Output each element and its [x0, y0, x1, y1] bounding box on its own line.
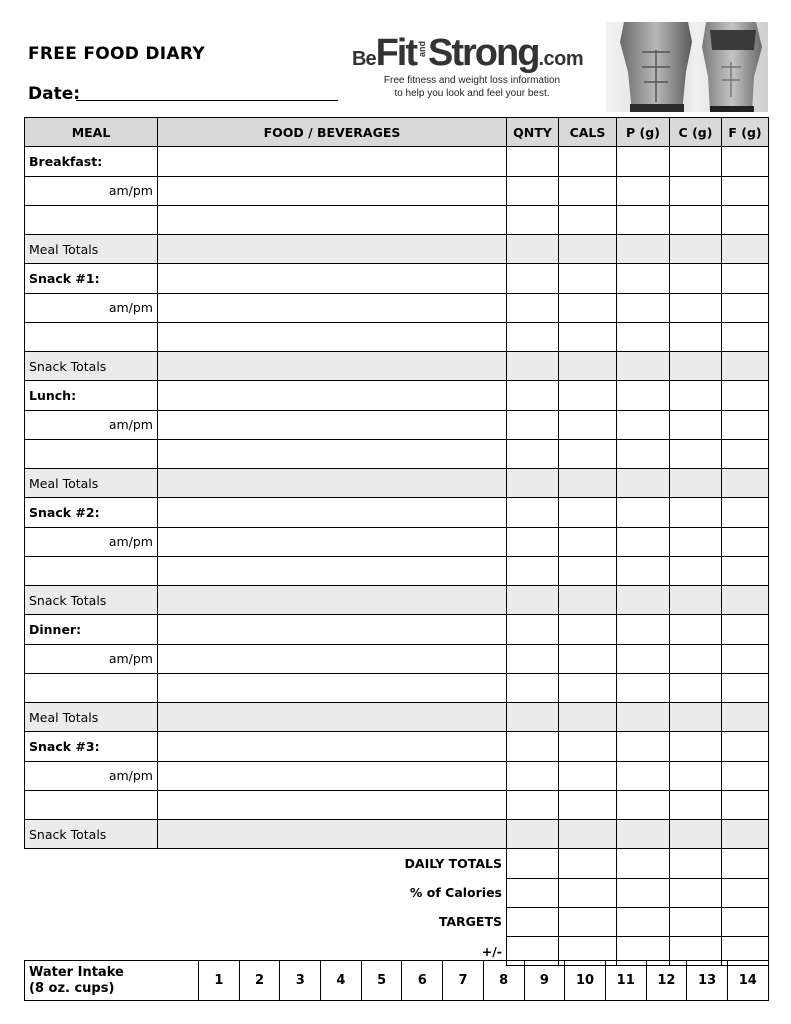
- meal-blank-cell[interactable]: [25, 673, 158, 702]
- col-header-meal: MEAL: [25, 118, 158, 147]
- food-cell[interactable]: [158, 410, 507, 439]
- fat-cell[interactable]: [722, 264, 769, 293]
- protein-cell[interactable]: [617, 352, 670, 381]
- protein-cell[interactable]: [617, 790, 670, 819]
- carbs-cell[interactable]: [670, 439, 722, 468]
- meal-entry-row: [25, 205, 769, 234]
- meal-totals-label: Snack Totals: [25, 352, 158, 381]
- protein-cell[interactable]: [617, 820, 670, 849]
- carbs-cell[interactable]: [670, 176, 722, 205]
- food-cell[interactable]: [158, 176, 507, 205]
- meal-entry-row: [25, 322, 769, 351]
- meal-title-row: [25, 264, 769, 293]
- summary-label: % of Calories: [409, 885, 502, 901]
- meal-title: Dinner:: [25, 615, 158, 644]
- water-cup-13[interactable]: 13: [687, 961, 728, 1001]
- summary-value-cell[interactable]: [722, 878, 769, 907]
- logo-and: and: [417, 40, 428, 57]
- fat-cell[interactable]: [722, 293, 769, 322]
- meal-entry-row: [25, 790, 769, 819]
- protein-cell[interactable]: [617, 293, 670, 322]
- meal-title: Snack #2:: [25, 498, 158, 527]
- water-cup-3[interactable]: 3: [280, 961, 321, 1001]
- water-cup-12[interactable]: 12: [646, 961, 687, 1001]
- logo-com: .com: [538, 48, 584, 70]
- meal-time-row: [25, 644, 769, 673]
- cals-cell[interactable]: [559, 498, 617, 527]
- water-intake-label-line1: Water Intake: [29, 964, 124, 980]
- fat-cell[interactable]: [722, 703, 769, 732]
- cals-cell[interactable]: [559, 469, 617, 498]
- protein-cell[interactable]: [617, 147, 670, 176]
- summary-value-cell[interactable]: [559, 849, 617, 878]
- meal-entry-row: [25, 439, 769, 468]
- protein-cell[interactable]: [617, 586, 670, 615]
- water-cup-1[interactable]: 1: [199, 961, 240, 1001]
- food-cell[interactable]: [158, 820, 507, 849]
- qnty-cell[interactable]: [507, 498, 559, 527]
- qnty-cell[interactable]: [507, 644, 559, 673]
- food-cell[interactable]: [158, 498, 507, 527]
- carbs-cell[interactable]: [670, 615, 722, 644]
- water-intake-row: [25, 961, 769, 1001]
- water-intake-label: [25, 961, 199, 1001]
- fat-cell[interactable]: [722, 586, 769, 615]
- qnty-cell[interactable]: [507, 527, 559, 556]
- fat-cell[interactable]: [722, 352, 769, 381]
- water-cup-6[interactable]: 6: [402, 961, 443, 1001]
- summary-value-cell[interactable]: [670, 907, 722, 936]
- water-cup-10[interactable]: 10: [565, 961, 606, 1001]
- col-header-food: FOOD / BEVERAGES: [158, 118, 507, 147]
- fat-cell[interactable]: [722, 761, 769, 790]
- fat-cell[interactable]: [722, 469, 769, 498]
- meal-totals-row: [25, 586, 769, 615]
- qnty-cell[interactable]: [507, 586, 559, 615]
- water-cup-7[interactable]: 7: [443, 961, 484, 1001]
- meal-blank-cell[interactable]: [25, 205, 158, 234]
- fat-cell[interactable]: [722, 527, 769, 556]
- meal-totals-label: Meal Totals: [25, 235, 158, 264]
- meal-time-field[interactable]: am/pm: [25, 527, 158, 556]
- water-cup-14[interactable]: 14: [727, 961, 768, 1001]
- meal-title: Breakfast:: [25, 147, 158, 176]
- brand-logo: [352, 32, 592, 102]
- cals-cell[interactable]: [559, 820, 617, 849]
- summary-value-cell[interactable]: [617, 907, 670, 936]
- cals-cell[interactable]: [559, 293, 617, 322]
- logo-wordmark: [352, 32, 583, 75]
- meal-time-field[interactable]: am/pm: [25, 761, 158, 790]
- cals-cell[interactable]: [559, 790, 617, 819]
- meal-totals-label: Meal Totals: [25, 703, 158, 732]
- col-header-protein: P (g): [617, 118, 670, 147]
- protein-cell[interactable]: [617, 469, 670, 498]
- water-cup-9[interactable]: 9: [524, 961, 565, 1001]
- cals-cell[interactable]: [559, 527, 617, 556]
- food-cell[interactable]: [158, 322, 507, 351]
- summary-value-cell[interactable]: [559, 878, 617, 907]
- col-header-carbs: C (g): [670, 118, 722, 147]
- protein-cell[interactable]: [617, 235, 670, 264]
- fat-cell[interactable]: [722, 235, 769, 264]
- meal-title-row: [25, 147, 769, 176]
- water-cup-11[interactable]: 11: [605, 961, 646, 1001]
- qnty-cell[interactable]: [507, 264, 559, 293]
- logo-be: Be: [352, 48, 376, 70]
- carbs-cell[interactable]: [670, 586, 722, 615]
- cals-cell[interactable]: [559, 264, 617, 293]
- meal-title-row: [25, 732, 769, 761]
- cals-cell[interactable]: [559, 381, 617, 410]
- summary-value-cell[interactable]: [507, 878, 559, 907]
- summary-value-cell[interactable]: [617, 849, 670, 878]
- summary-value-cell[interactable]: [507, 907, 559, 936]
- protein-cell[interactable]: [617, 732, 670, 761]
- fat-cell[interactable]: [722, 410, 769, 439]
- meal-time-row: [25, 293, 769, 322]
- logo-tagline-line1: Free fitness and weight loss information: [383, 75, 561, 86]
- qnty-cell[interactable]: [507, 615, 559, 644]
- carbs-cell[interactable]: [670, 147, 722, 176]
- qnty-cell[interactable]: [507, 439, 559, 468]
- qnty-cell[interactable]: [507, 381, 559, 410]
- carbs-cell[interactable]: [670, 790, 722, 819]
- protein-cell[interactable]: [617, 205, 670, 234]
- qnty-cell[interactable]: [507, 703, 559, 732]
- protein-cell[interactable]: [617, 176, 670, 205]
- cals-cell[interactable]: [559, 205, 617, 234]
- fat-cell[interactable]: [722, 498, 769, 527]
- food-cell[interactable]: [158, 293, 507, 322]
- summary-value-cell[interactable]: [670, 849, 722, 878]
- food-cell[interactable]: [158, 439, 507, 468]
- carbs-cell[interactable]: [670, 644, 722, 673]
- carbs-cell[interactable]: [670, 235, 722, 264]
- food-diary-table: [24, 117, 769, 966]
- meal-blank-cell[interactable]: [25, 439, 158, 468]
- meal-time-field[interactable]: am/pm: [25, 293, 158, 322]
- carbs-cell[interactable]: [670, 381, 722, 410]
- protein-cell[interactable]: [617, 615, 670, 644]
- food-cell[interactable]: [158, 732, 507, 761]
- food-cell[interactable]: [158, 644, 507, 673]
- water-cup-5[interactable]: 5: [361, 961, 402, 1001]
- fat-cell[interactable]: [722, 381, 769, 410]
- cals-cell[interactable]: [559, 673, 617, 702]
- carbs-cell[interactable]: [670, 673, 722, 702]
- page-title: FREE FOOD DIARY: [28, 44, 205, 64]
- carbs-cell[interactable]: [670, 293, 722, 322]
- qnty-cell[interactable]: [507, 556, 559, 585]
- carbs-cell[interactable]: [670, 527, 722, 556]
- carbs-cell[interactable]: [670, 732, 722, 761]
- food-cell[interactable]: [158, 469, 507, 498]
- food-cell[interactable]: [158, 352, 507, 381]
- food-cell[interactable]: [158, 527, 507, 556]
- fat-cell[interactable]: [722, 790, 769, 819]
- meal-totals-label: Snack Totals: [25, 586, 158, 615]
- cals-cell[interactable]: [559, 644, 617, 673]
- qnty-cell[interactable]: [507, 469, 559, 498]
- meal-entry-row: [25, 673, 769, 702]
- food-cell[interactable]: [158, 703, 507, 732]
- cals-cell[interactable]: [559, 235, 617, 264]
- carbs-cell[interactable]: [670, 352, 722, 381]
- fat-cell[interactable]: [722, 322, 769, 351]
- protein-cell[interactable]: [617, 264, 670, 293]
- meal-totals-row: [25, 235, 769, 264]
- fat-cell[interactable]: [722, 205, 769, 234]
- meal-blank-cell[interactable]: [25, 322, 158, 351]
- cals-cell[interactable]: [559, 556, 617, 585]
- cals-cell[interactable]: [559, 147, 617, 176]
- water-cup-4[interactable]: 4: [321, 961, 362, 1001]
- col-header-cals: CALS: [559, 118, 617, 147]
- carbs-cell[interactable]: [670, 556, 722, 585]
- cals-cell[interactable]: [559, 703, 617, 732]
- protein-cell[interactable]: [617, 381, 670, 410]
- summary-value-cell[interactable]: [722, 849, 769, 878]
- qnty-cell[interactable]: [507, 410, 559, 439]
- summary-value-cell[interactable]: [670, 878, 722, 907]
- meal-time-field[interactable]: am/pm: [25, 176, 158, 205]
- meal-time-row: [25, 527, 769, 556]
- meal-title-row: [25, 615, 769, 644]
- fitness-photo: [606, 22, 768, 112]
- qnty-cell[interactable]: [507, 147, 559, 176]
- meal-totals-row: [25, 820, 769, 849]
- protein-cell[interactable]: [617, 498, 670, 527]
- qnty-cell[interactable]: [507, 790, 559, 819]
- fat-cell[interactable]: [722, 732, 769, 761]
- meal-title: Snack #3:: [25, 732, 158, 761]
- fat-cell[interactable]: [722, 147, 769, 176]
- summary-label: DAILY TOTALS: [404, 856, 502, 872]
- cals-cell[interactable]: [559, 439, 617, 468]
- col-header-qnty: QNTY: [507, 118, 559, 147]
- meal-title-row: [25, 498, 769, 527]
- cals-cell[interactable]: [559, 352, 617, 381]
- food-cell[interactable]: [158, 381, 507, 410]
- summary-value-cell[interactable]: [559, 907, 617, 936]
- carbs-cell[interactable]: [670, 410, 722, 439]
- meal-totals-row: [25, 352, 769, 381]
- date-field[interactable]: [76, 100, 338, 101]
- summary-label: +/-: [481, 943, 502, 959]
- fat-cell[interactable]: [722, 439, 769, 468]
- protein-cell[interactable]: [617, 644, 670, 673]
- meal-time-row: [25, 761, 769, 790]
- meal-blank-cell[interactable]: [25, 556, 158, 585]
- meal-time-row: [25, 176, 769, 205]
- meal-totals-label: Meal Totals: [25, 469, 158, 498]
- protein-cell[interactable]: [617, 527, 670, 556]
- cals-cell[interactable]: [559, 761, 617, 790]
- cals-cell[interactable]: [559, 615, 617, 644]
- summary-value-cell[interactable]: [507, 849, 559, 878]
- fat-cell[interactable]: [722, 644, 769, 673]
- qnty-cell[interactable]: [507, 176, 559, 205]
- qnty-cell[interactable]: [507, 293, 559, 322]
- fat-cell[interactable]: [722, 673, 769, 702]
- logo-fit: Fit: [375, 32, 417, 74]
- cals-cell[interactable]: [559, 322, 617, 351]
- carbs-cell[interactable]: [670, 820, 722, 849]
- meal-time-field[interactable]: am/pm: [25, 410, 158, 439]
- logo-strong: Strong: [428, 32, 539, 74]
- summary-value-cell[interactable]: [617, 878, 670, 907]
- cals-cell[interactable]: [559, 176, 617, 205]
- food-cell[interactable]: [158, 147, 507, 176]
- food-cell[interactable]: [158, 205, 507, 234]
- food-cell[interactable]: [158, 673, 507, 702]
- qnty-cell[interactable]: [507, 205, 559, 234]
- fat-cell[interactable]: [722, 615, 769, 644]
- qnty-cell[interactable]: [507, 761, 559, 790]
- food-cell[interactable]: [158, 235, 507, 264]
- carbs-cell[interactable]: [670, 761, 722, 790]
- fitness-models-image: [606, 22, 768, 112]
- meal-title: Lunch:: [25, 381, 158, 410]
- protein-cell[interactable]: [617, 322, 670, 351]
- summary-label: TARGETS: [438, 914, 502, 930]
- cals-cell[interactable]: [559, 410, 617, 439]
- cals-cell[interactable]: [559, 732, 617, 761]
- food-cell[interactable]: [158, 264, 507, 293]
- water-cup-8[interactable]: 8: [483, 961, 524, 1001]
- fat-cell[interactable]: [722, 556, 769, 585]
- qnty-cell[interactable]: [507, 235, 559, 264]
- summary-row: [25, 878, 769, 907]
- summary-row: [25, 907, 769, 936]
- date-label: Date:: [28, 84, 81, 104]
- col-header-fat: F (g): [722, 118, 769, 147]
- water-cup-2[interactable]: 2: [239, 961, 280, 1001]
- qnty-cell[interactable]: [507, 352, 559, 381]
- meal-totals-row: [25, 469, 769, 498]
- meal-time-field[interactable]: am/pm: [25, 644, 158, 673]
- meal-blank-cell[interactable]: [25, 790, 158, 819]
- food-cell[interactable]: [158, 556, 507, 585]
- qnty-cell[interactable]: [507, 820, 559, 849]
- carbs-cell[interactable]: [670, 703, 722, 732]
- food-cell[interactable]: [158, 615, 507, 644]
- meal-time-row: [25, 410, 769, 439]
- fat-cell[interactable]: [722, 176, 769, 205]
- summary-value-cell[interactable]: [722, 907, 769, 936]
- meal-entry-row: [25, 556, 769, 585]
- fat-cell[interactable]: [722, 820, 769, 849]
- protein-cell[interactable]: [617, 761, 670, 790]
- carbs-cell[interactable]: [670, 264, 722, 293]
- qnty-cell[interactable]: [507, 673, 559, 702]
- carbs-cell[interactable]: [670, 205, 722, 234]
- protein-cell[interactable]: [617, 703, 670, 732]
- meal-title: Snack #1:: [25, 264, 158, 293]
- table-header-row: [25, 118, 769, 147]
- food-cell[interactable]: [158, 586, 507, 615]
- meal-totals-row: [25, 703, 769, 732]
- cals-cell[interactable]: [559, 586, 617, 615]
- food-cell[interactable]: [158, 761, 507, 790]
- carbs-cell[interactable]: [670, 498, 722, 527]
- water-intake-table: [24, 960, 769, 1001]
- water-intake-label-line2: (8 oz. cups): [29, 980, 115, 996]
- food-cell[interactable]: [158, 790, 507, 819]
- meal-title-row: [25, 381, 769, 410]
- qnty-cell[interactable]: [507, 322, 559, 351]
- protein-cell[interactable]: [617, 673, 670, 702]
- qnty-cell[interactable]: [507, 732, 559, 761]
- carbs-cell[interactable]: [670, 469, 722, 498]
- protein-cell[interactable]: [617, 439, 670, 468]
- summary-row: [25, 849, 769, 878]
- protein-cell[interactable]: [617, 410, 670, 439]
- carbs-cell[interactable]: [670, 322, 722, 351]
- protein-cell[interactable]: [617, 556, 670, 585]
- logo-tagline-line2: to help you look and feel your best.: [394, 88, 550, 99]
- meal-totals-label: Snack Totals: [25, 820, 158, 849]
